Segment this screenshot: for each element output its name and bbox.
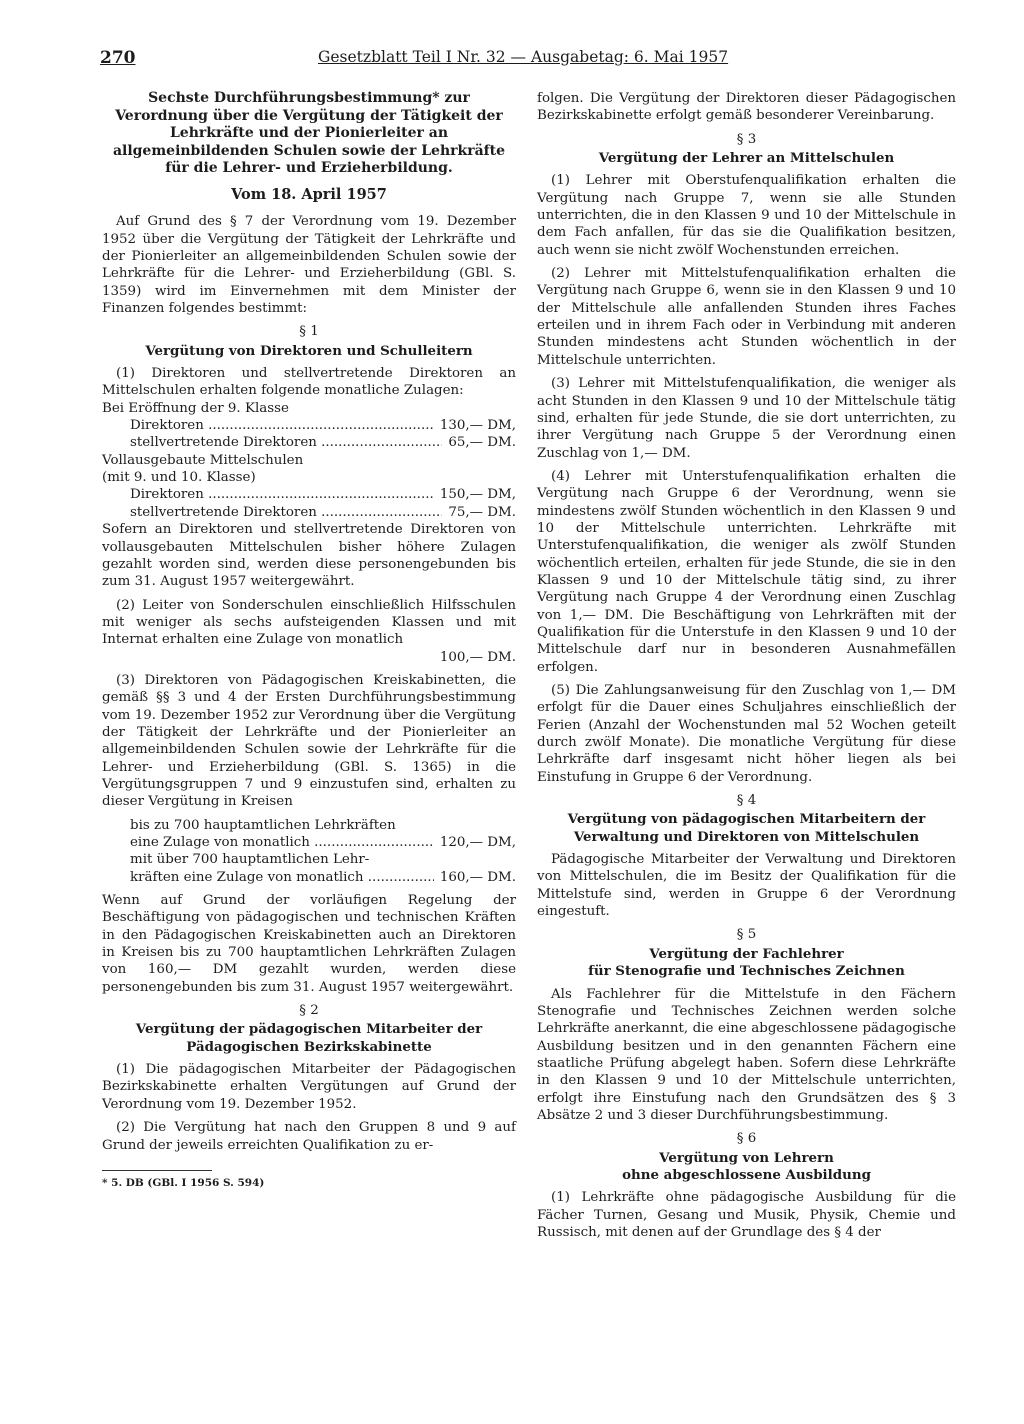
- section-5-para-1: Als Fachlehrer für die Mittelstufe in den Fächern Stenografie und Technisches Zeichnen werden solche Lehrkräfte anerkannt, die eine abgeschlossene pädagogische Ausbildung besitzen und in den genannten Fächern eine staatliche Prüfung abgelegt haben. Sofern diese Lehrkräfte in den Klassen 9 und 10 der Mittelschule unterrichten, erfolgt ihre Einstufung nach den Grundsätzen des § 3 Absätze 2 und 3 dieser Durchführungsbestimmung.: [537, 986, 956, 1123]
- section-1-para-2: (2) Leiter von Sonderschulen einschließlich Hilfsschulen mit weniger als sechs aufsteigenden Klassen und mit Internat erhalten eine Zulage von monatlich: [102, 597, 516, 648]
- allowance-heading-1: Bei Eröffnung der 9. Klasse: [102, 400, 289, 416]
- page-header: [100, 48, 960, 70]
- allowance-heading-2: Vollausgebaute Mittelschulen: [102, 452, 304, 468]
- right-column: [537, 90, 956, 1247]
- section-2-number: § 2: [299, 1003, 319, 1019]
- section-6-title-line-2: ohne abgeschlossene Ausbildung: [622, 1166, 871, 1183]
- section-3-para-3: (3) Lehrer mit Mittelstufenqualifikation, die weniger als acht Stunden in den Klassen 9 und 10 der Mittelschule tätig sind, erhalten für jede Stunde, die sie dort unterrichten, zu ihrer Vergütung nach Gruppe 5 der Verordnung einen Zuschlag von 1,— DM.: [537, 376, 956, 461]
- section-3-title: Vergütung der Lehrer an Mittelschulen: [598, 150, 895, 167]
- allowance-row: [102, 417, 516, 434]
- preamble: Auf Grund des § 7 der Verordnung vom 19. Dezember 1952 über die Vergütung der Tätigkeit der Lehrkräfte und der Pionierleiter an allgemeinbildenden Schulen sowie der Lehrkräfte für die Lehrer- und Erzieherbildung (GBl. S. 1359) wird im Einvernehmen mit dem Minister der Finanzen folgendes bestimmt:: [102, 214, 516, 317]
- left-column: [102, 90, 516, 1190]
- section-1-para-2-amount: 100,— DM.: [439, 649, 516, 665]
- footnote: * 5. DB (GBl. I 1956 S. 594): [102, 1176, 265, 1189]
- section-1-para-3b: Wenn auf Grund der vorläufigen Regelung der Beschäftigung von pädagogischen und technischen Kräften in den Pädagogischen Kreiskabinetten auch an Direktoren in Kreisen bis zu 700 hauptamtlichen Lehrkräften Zulagen von 160,— DM gezahlt wurden, werden diese personengebunden bis zum 31. August 1957 weitergewährt.: [102, 893, 516, 995]
- allowance-amount: 65,— DM.: [448, 435, 516, 451]
- allowance-heading-2b: (mit 9. und 10. Klasse): [102, 470, 256, 486]
- section-6-number: § 6: [736, 1131, 757, 1147]
- section-5-title-line-1: Vergütung der Fachlehrer: [649, 945, 844, 962]
- allowance-label: Direktoren .....: [130, 417, 434, 434]
- allowance-row: [102, 486, 516, 503]
- allowance-label: stellvertretende Direktoren .....: [130, 434, 442, 451]
- district-row-text: mit über 700 hauptamtlichen Lehr-: [130, 852, 370, 868]
- section-1-title: Vergütung von Direktoren und Schulleitern: [145, 342, 473, 359]
- allowance-label: stellvertretende Direktoren .....: [130, 504, 442, 521]
- district-row: [102, 869, 516, 886]
- district-row: [102, 834, 516, 851]
- section-5-title-line-2: für Stenografie und Technisches Zeichnen: [588, 963, 905, 980]
- section-4-number: § 4: [736, 793, 757, 809]
- allowance-amount: 75,— DM.: [448, 504, 516, 520]
- section-6-para-1: (1) Lehrkräfte ohne pädagogische Ausbildung für die Fächer Turnen, Gesang und Musik, Physik, Chemie und Russisch, mit denen auf der Grundlage des § 4 der: [537, 1190, 956, 1240]
- section-4-title: Vergütung von pädagogischen Mitarbeitern der Verwaltung und Direktoren von Mittelschulen: [567, 811, 926, 845]
- section-1-number: § 1: [299, 324, 319, 340]
- district-amount: 160,— DM.: [439, 869, 516, 885]
- section-3-para-4: (4) Lehrer mit Unterstufenqualifikation erhalten die Vergütung nach Gruppe 6 der Verordnung, wenn sie mindestens zwölf Stunden wöchentlich in den Klassen 9 und 10 der Mittelschule unterrichten. Lehrkräfte mit Unterstufenqualifikation, die weniger als zwölf Stunden wöchentlich erteilen, erhalten für jede Stunde, die sie in den Klassen 9 und 10 der Mittelschule tätig sind, zu ihrer Vergütung nach Gruppe 4 der Verordnung einen Zuschlag von 1,— DM. Die Beschäftigung von Lehrkräften mit der Qualifikation für die Unterstufe in den Klassen 9 und 10 der Mittelschule darf nur in besonderen Ausnahmefällen erfolgen.: [537, 468, 956, 675]
- section-2-title: Vergütung der pädagogischen Mitarbeiter der Pädagogischen Bezirkskabinette: [135, 1021, 483, 1055]
- section-3-number: § 3: [736, 131, 757, 147]
- section-2-para-2: (2) Die Vergütung hat nach den Gruppen 8 und 9 auf Grund der jeweils erreichten Qualifikation zu er-: [102, 1120, 516, 1153]
- section-1-para-1: (1) Direktoren und stellvertretende Direktoren an Mittelschulen erhalten folgende monatliche Zulagen:: [102, 366, 516, 399]
- section-3-para-2: (2) Lehrer mit Mittelstufenqualifikation erhalten die Vergütung nach Gruppe 6, wenn sie in den Klassen 9 und 10 der Mittelschule alle anfallenden Stunden ihres Faches erteilen und in ihrem Fach oder in Verbindung mit anderen Stunden mindestens acht Stunden wöchentlich in der Mittelschule unterrichten.: [537, 266, 956, 368]
- section-5-title: [537, 946, 956, 981]
- section-3-para-1: (1) Lehrer mit Oberstufenqualifikation erhalten die Vergütung nach Gruppe 7, wenn sie alle Stunden unterrichten, die in den Klassen 9 und 10 der Mittelschule in dem Fach anfallen, für das sie die Qualifikation besitzen, auch wenn sie nicht zwölf Wochenstunden erreichen.: [537, 173, 956, 258]
- district-row-text: bis zu 700 hauptamtlichen Lehrkräften: [130, 817, 396, 833]
- allowance-row: [102, 504, 516, 521]
- document-date: Vom 18. April 1957: [231, 185, 387, 203]
- allowance-amount: 130,— DM,: [439, 418, 516, 434]
- page-number: 270: [100, 48, 136, 68]
- section-1-para-3: (3) Direktoren von Pädagogischen Kreiskabinetten, die gemäß §§ 3 und 4 der Ersten Durchführungsbestimmung vom 19. Dezember 1952 zur Verordnung über die Vergütung der Tätigkeit der Lehrkräfte und der Pionierleiter an allgemeinbildenden Schulen sowie der Lehrkräfte für die Lehrer- und Erzieherbildung (GBl. S. 1365) in die Vergütungsgruppen 7 und 9 einzustufen sind, erhalten zu dieser Vergütung in Kreisen: [102, 672, 516, 810]
- district-label: kräften eine Zulage von monatlich .....: [130, 869, 434, 886]
- section-4-para-1: Pädagogische Mitarbeiter der Verwaltung und Direktoren von Mittelschulen, die im Besitz der Qualifikation für die Mittelstufe sind, werden in Gruppe 6 der Verordnung eingestuft.: [537, 852, 956, 920]
- document-title: Sechste Durchführungsbestimmung* zur Verordnung über die Vergütung der Tätigkeit der Lehrkräfte und der Pionierleiter an allgemeinbildenden Schulen sowie der Lehrkräfte für die Lehrer- und Erzieherbildung.: [112, 90, 506, 177]
- running-title: Gesetzblatt Teil I Nr. 32 — Ausgabetag: 6. Mai 1957: [318, 48, 729, 66]
- continued-text: folgen. Die Vergütung der Direktoren dieser Pädagogischen Bezirkskabinette erfolgt gemäß besonderer Vereinbarung.: [537, 91, 956, 124]
- allowance-amount: 150,— DM,: [439, 487, 516, 503]
- section-2-para-1: (1) Die pädagogischen Mitarbeiter der Pädagogischen Bezirkskabinette erhalten Vergütungen auf Grund der Verordnung vom 19. Dezember 1952.: [102, 1062, 516, 1112]
- section-5-number: § 5: [736, 927, 757, 943]
- section-3-para-5: (5) Die Zahlungsanweisung für den Zuschlag von 1,— DM erfolgt für die Dauer eines Schuljahres einschließlich der Ferien (Anzahl der Wochenstunden mal 52 Wochen geteilt durch zwölf Monate). Die monatliche Vergütung für diese Lehrkräfte darf insgesamt nicht höher liegen als bei Einstufung in Gruppe 6 der Verordnung.: [537, 683, 956, 785]
- allowance-label: Direktoren .....: [130, 486, 434, 503]
- section-6-title-line-1: Vergütung von Lehrern: [659, 1149, 834, 1166]
- section-6-title: [537, 1150, 956, 1185]
- section-1-para-1b: Sofern an Direktoren und stellvertretende Direktoren von vollausgebauten Mittelschulen bisher höhere Zulagen gezahlt worden sind, werden diese personengebunden bis zum 31. August 1957 weitergewährt.: [102, 522, 516, 590]
- footnote-rule: [102, 1170, 212, 1171]
- allowance-row: [102, 434, 516, 451]
- district-label: eine Zulage von monatlich .....: [130, 834, 434, 851]
- district-amount: 120,— DM,: [439, 835, 516, 850]
